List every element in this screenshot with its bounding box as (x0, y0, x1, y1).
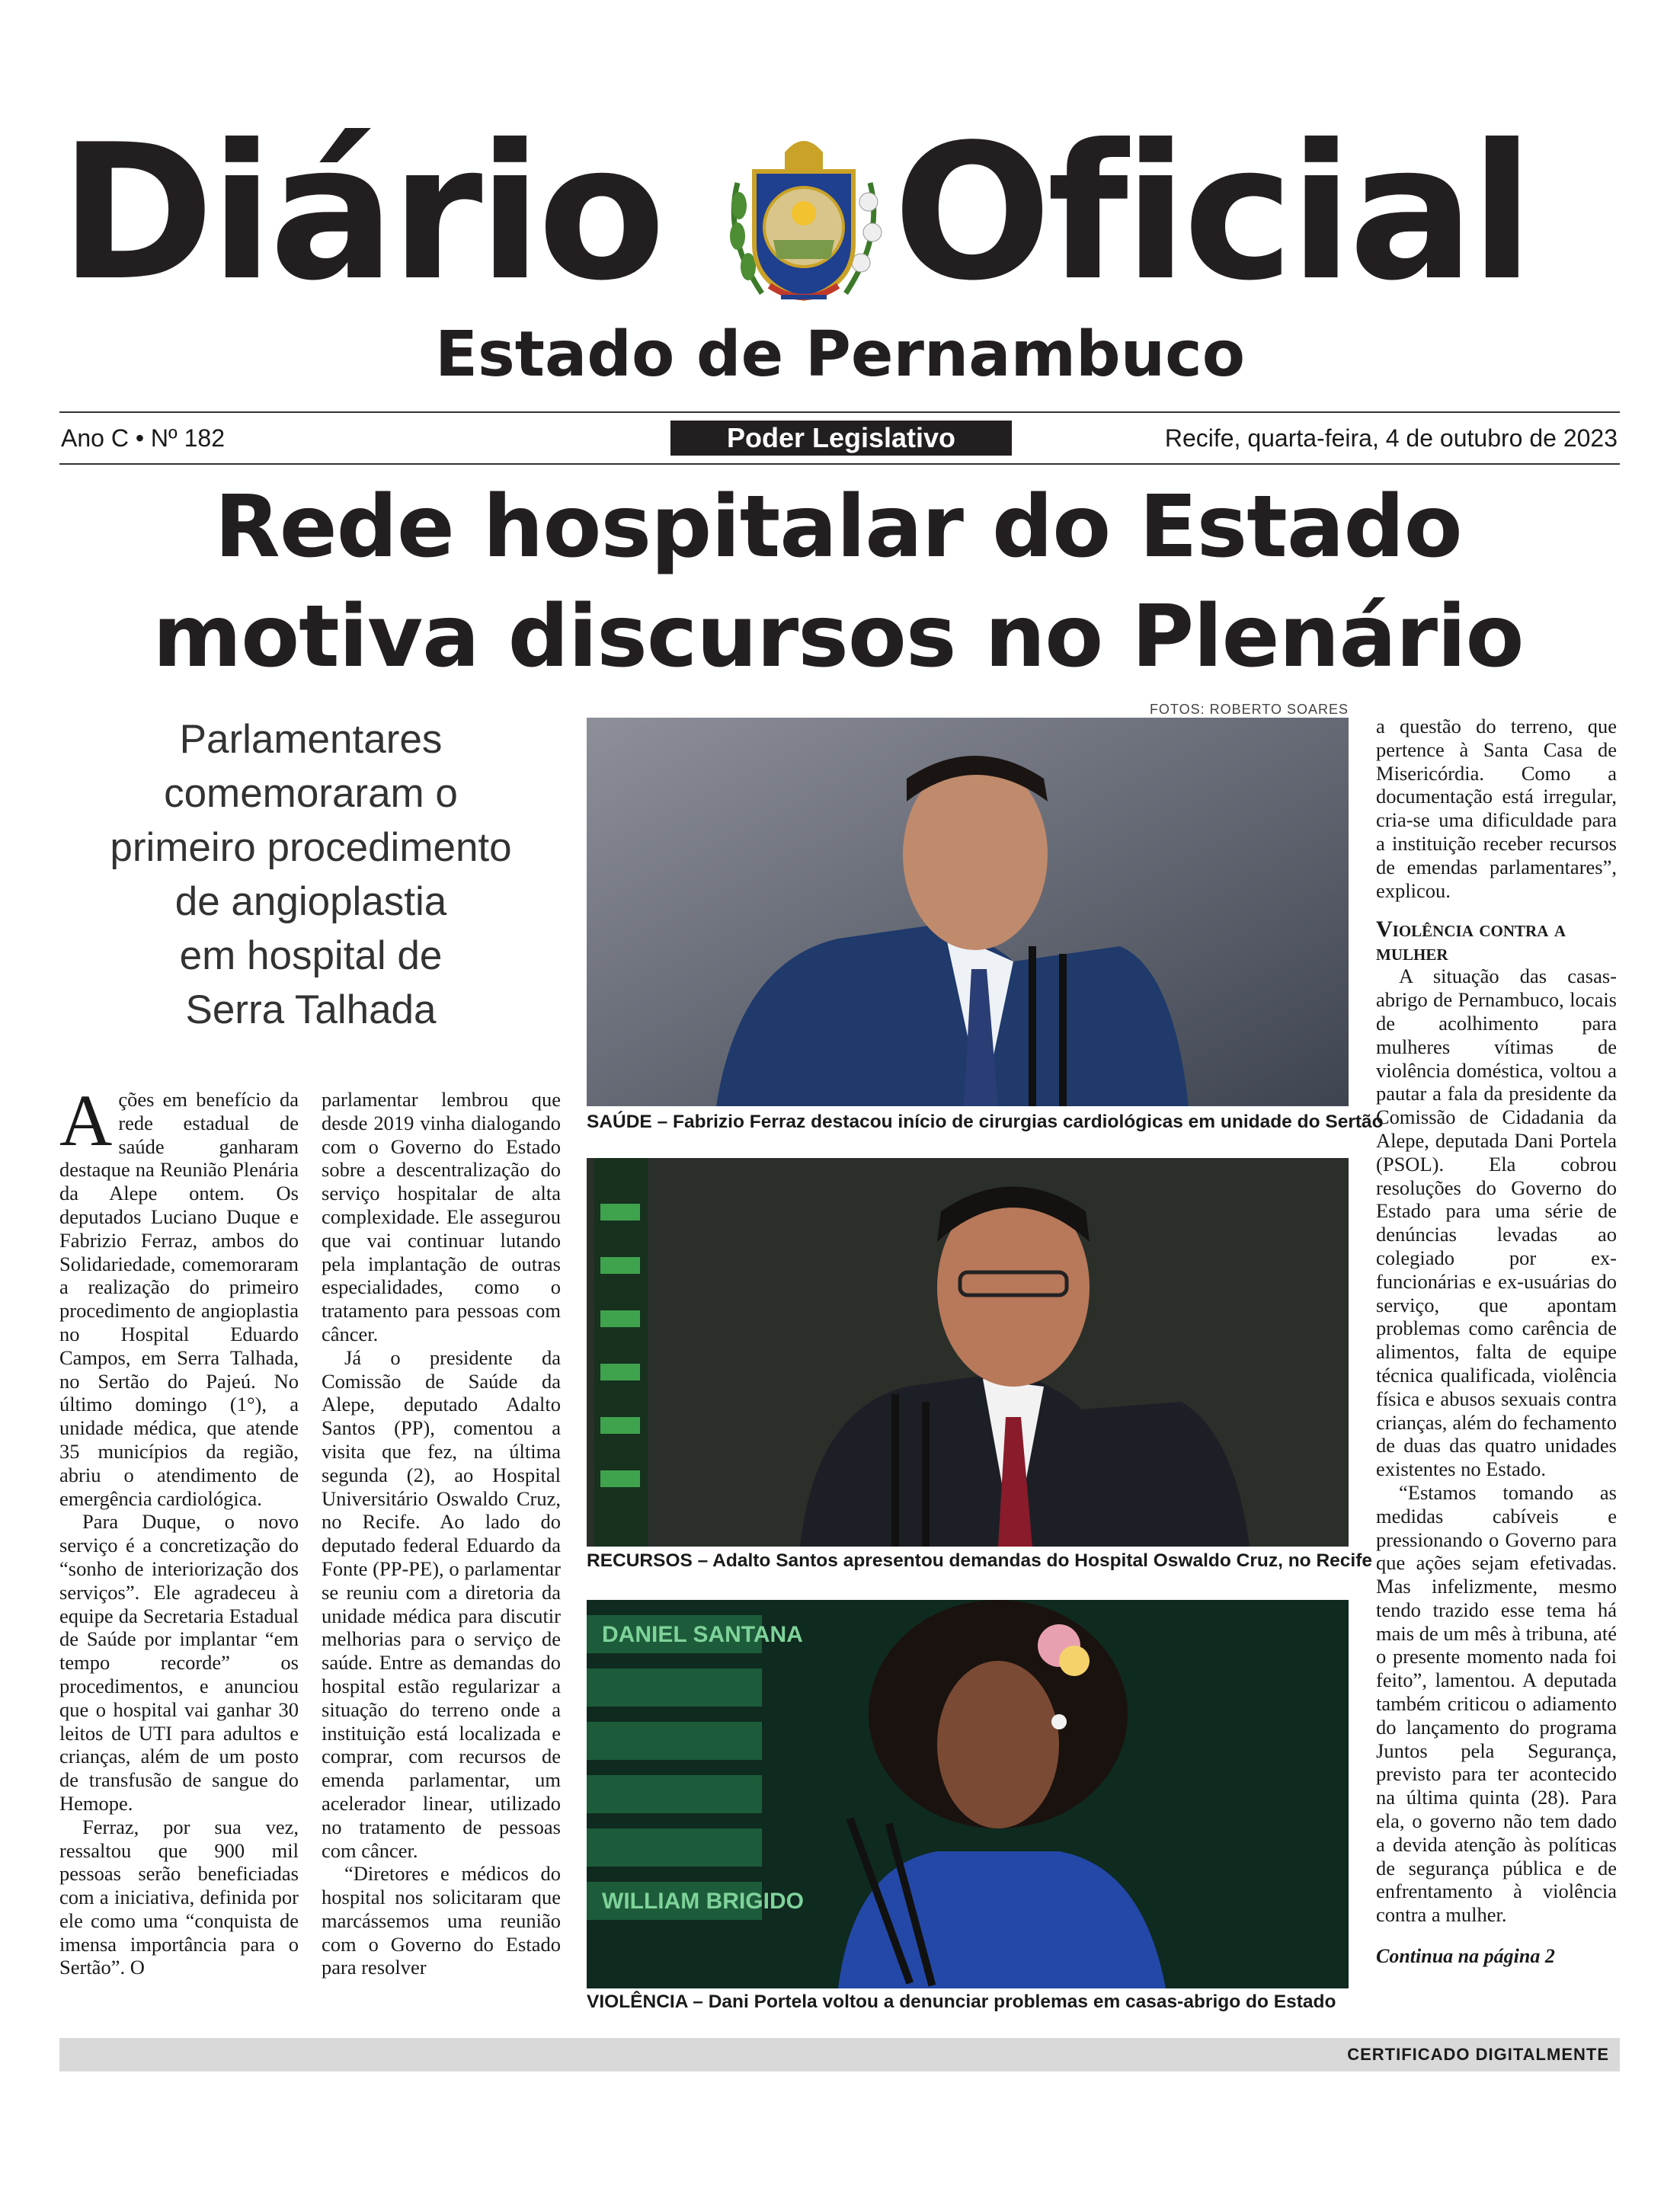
drop-cap: A (59, 1080, 113, 1161)
footer-bar (59, 2038, 1620, 2071)
headline-line-2: motiva discursos no Plenário (152, 587, 1524, 686)
masthead-title-right: Oficial (893, 104, 1530, 322)
masthead-subtitle: Estado de Pernambuco (434, 318, 1246, 391)
issue-number: Ano C • Nº 182 (61, 424, 225, 452)
article-paragraph: A situação das casas-abrigo de Pernambuco, locais de acolhimento para mulheres vítimas de violência doméstica, voltou a pautar a fala da presidente da Comissão de Cidadania da Alepe, deputada Dani Portela (PSOL). Ela cobrou resoluções do Governo do Estado para uma série de denúncias levadas ao colegiado por ex-funcionárias e ex-usuárias do serviço, que apontam problemas como carência de alimentos, falta de equipe técnica qualificada, violência física e abusos sexuais contra crianças, além do fechamento de duas das quatro unidades existentes no Estado. (1376, 965, 1617, 1481)
headline-line-1: Rede hospitalar do Estado (214, 478, 1462, 577)
photo-fabrizio-ferraz (587, 718, 1349, 1106)
deck-line: em hospital de (179, 933, 443, 978)
article-column-1 (59, 1080, 299, 1979)
deck-line: comemoraram o (164, 771, 458, 816)
article-paragraph-text: ções em benefício da rede estadual de saúde ganharam destaque na Reunião Plenária da Alepe ontem. Os deputados Luciano Duque e Fabrizio Ferraz, ambos do Solidariedade, comemoraram a realização do primeiro procedimento de angioplastia no Hospital Eduardo Campos, em Serra Talhada, no Sertão do Pajeú. No último domingo (1°), a unidade médica, que atende 35 municípios da região, abriu o atendimento de emergência cardiológica. (59, 1088, 299, 1510)
photo-caption: SAÚDE – Fabrizio Ferraz destacou início de cirurgias cardiológicas em unidade do Sertão (587, 1112, 1384, 1132)
pernambuco-coat-of-arms-icon (716, 130, 891, 312)
photo-credit: FOTOS: ROBERTO SOARES (1149, 702, 1349, 717)
article-paragraph: “Diretores e médicos do hospital nos solicitaram que marcássemos uma reunião com o Governo do Estado para resolver (322, 1862, 561, 1979)
article-paragraph: parlamentar lembrou que desde 2019 vinha dialogando com o Governo do Estado sobre a descentralização do serviço hospitalar de alta complexidade. Ele assegurou que vai continuar lutando pela implantação de outras especialidades, como o tratamento para pessoas com câncer. (322, 1088, 561, 1345)
digital-certification-label: CERTIFICADO DIGITALMENTE (1347, 2045, 1609, 2064)
article-paragraph: Para Duque, o novo serviço é a concretização do “sonho de interiorização dos serviços”. Ele agradeceu à equipe da Secretaria Estadual de Saúde por implantar “em tempo recorde” os procedimentos, e anunciou que o hospital vai ganhar 30 leitos de UTI para adultos e crianças, além de um posto de transfusão de sangue do Hemope. (59, 1510, 299, 1815)
section-badge: Poder Legislativo (670, 421, 1012, 456)
deck-line: de angioplastia (174, 879, 447, 924)
article-deck (59, 712, 562, 1037)
photo-adalto-santos (587, 1158, 1349, 1547)
bottom-rule (59, 463, 1620, 465)
article-column-3 (1376, 715, 1617, 1969)
article-paragraph (59, 1080, 299, 1510)
article-subhead: Violência contra a mulher (1376, 917, 1566, 966)
article-paragraph: Já o presidente da Comissão de Saúde da Alepe, deputado Adalto Santos (PP), comentou a visita que fez, na última segunda (2), ao Hospital Universitário Oswaldo Cruz, no Recife. Ao lado do deputado federal Eduardo da Fonte (PP-PE), o parlamentar se reuniu com a diretoria da unidade médica para discutir melhorias para o serviço de saúde. Entre as demandas do hospital estão regularizar a situação do terreno onde a instituição está localizada e comprar, com recursos de emenda parlamentar, um acelerador linear, utilizado no tratamento de pessoas com câncer. (322, 1345, 561, 1862)
article-column-2 (322, 1088, 561, 1979)
deck-line: Parlamentares (179, 717, 443, 762)
deck-line: Serra Talhada (185, 987, 437, 1032)
photo-dani-portela (587, 1600, 1349, 1988)
panel-name-text: DANIEL SANTANA (602, 1622, 803, 1647)
masthead-title-left: Diário (59, 104, 661, 322)
deck-line: primeiro procedimento (110, 825, 512, 870)
article-paragraph: “Estamos tomando as medidas cabíveis e pressionando o Governo para que ações sejam efetivadas. Mas infelizmente, mesmo tendo trazido esse tema há mais de um mês à tribuna, até o presente momento nada foi feito”, lamentou. A deputada também criticou o adiamento do lançamento do programa Juntos pela Segurança, previsto para ter acontecido na última quinta (28). Para ela, o governo não tem dado a devida atenção às políticas de segurança pública e de enfrentamento à violência contra a mulher. (1376, 1480, 1617, 1927)
page-headline (76, 472, 1600, 692)
panel-name-text: WILLIAM BRIGIDO (602, 1889, 804, 1914)
top-rule (59, 411, 1620, 413)
article-paragraph: a questão do terreno, que pertence à Santa Casa de Misericórdia. Como a documentação está irregular, cria-se uma dificuldade para a instituição receber recursos de emendas parlamentares”, explicou. (1376, 715, 1617, 902)
continued-note: Continua na página 2 (1376, 1945, 1555, 1968)
dateline: Recife, quarta-feira, 4 de outubro de 2023 (1164, 424, 1618, 452)
photo-caption: RECURSOS – Adalto Santos apresentou demandas do Hospital Oswaldo Cruz, no Recife (587, 1550, 1372, 1571)
article-paragraph: Ferraz, por sua vez, ressaltou que 900 mil pessoas serão beneficiadas com a iniciativa, definida por ele como uma “conquista de imensa importância para o Sertão”. O (59, 1815, 299, 1979)
photo-caption: VIOLÊNCIA – Dani Portela voltou a denunciar problemas em casas-abrigo do Estado (587, 1991, 1336, 2012)
